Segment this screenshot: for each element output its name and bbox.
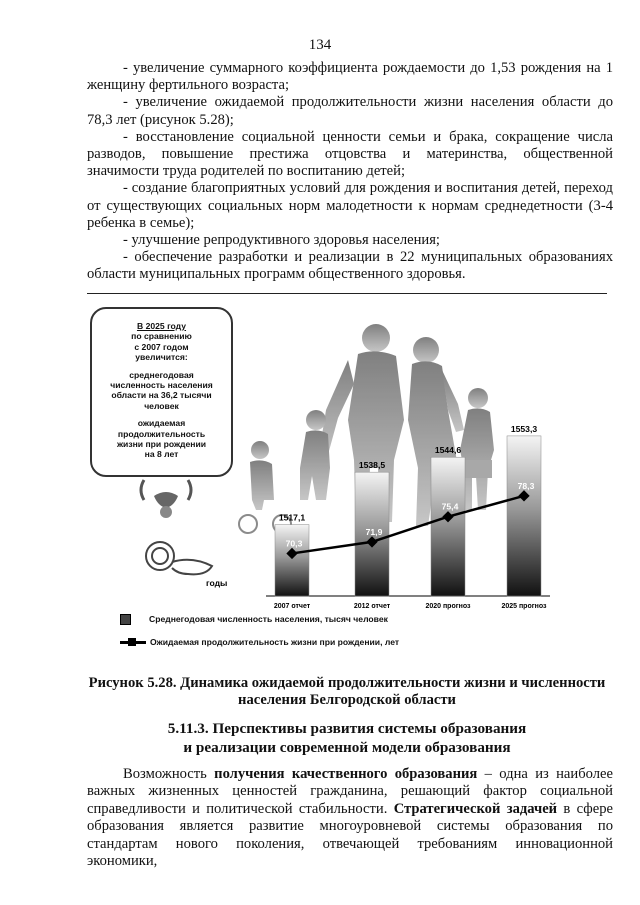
population-value-label: 1544,6	[434, 445, 462, 456]
x-tick-label: 2012 отчет	[353, 603, 391, 610]
life-expectancy-line-path	[292, 496, 524, 554]
education-paragraph	[87, 766, 613, 870]
page-number: 134	[308, 37, 332, 53]
life-expectancy-line	[286, 490, 529, 559]
life-expectancy-value-label: 78,3	[517, 480, 535, 491]
horizontal-rule	[87, 293, 607, 294]
paragraph: Возможность получения качественного образования – одна из наиболее важных жизненных ценностей гражданина, решающий фактор социальной справедливости и политической стабильности. Стратегической задачей в сфере образования является развитие многоуровневой системы образования по стандартам нового поколения, отвечающей требованиям инновационной экономики,	[87, 766, 614, 870]
population-value-label: 1538,5	[358, 460, 386, 471]
list-item: - создание благоприятных условий для рождения и воспитания детей, переход от существующих социальных норм малодетности к нормам среднедетности (3-4 ребенка в семье);	[87, 180, 613, 231]
x-tick-label: 2020 прогноз	[425, 603, 471, 610]
population-value-label: 1553,3	[510, 423, 538, 434]
legend-item-population	[120, 612, 399, 626]
bar-swatch-icon	[120, 614, 131, 625]
callout-text: среднегодовая	[129, 369, 194, 380]
coat-of-arms-emblem	[141, 480, 191, 518]
goals-list	[87, 60, 613, 284]
population-value-label: 1517,1	[278, 512, 306, 523]
callout-text: жизни при рождении	[116, 439, 207, 450]
callout-box	[90, 307, 233, 477]
chart-legend	[120, 612, 399, 658]
callout-text: человек	[144, 400, 179, 411]
callout-text: на 8 лет	[144, 449, 179, 460]
bold-phrase: получения качественного образования	[214, 766, 478, 782]
legend-label: Среднегодовая численность населения, тысяч человек	[149, 614, 388, 624]
lion-emblem	[146, 542, 212, 574]
caption-line: населения Белгородской области	[238, 692, 456, 708]
life-expectancy-value-label: 75,4	[441, 501, 459, 512]
figure-caption	[87, 675, 607, 709]
list-item: - улучшение репродуктивного здоровья населения;	[123, 232, 440, 249]
x-axis-label: годы	[206, 578, 228, 588]
callout-text: продолжительность	[117, 428, 206, 439]
callout-text: численность населения	[110, 380, 213, 391]
section-heading-line: и реализации современной модели образования	[183, 738, 511, 756]
list-item: - обеспечение разработки и реализации в 22 муниципальных образованиях области муниципальных программ общественного здоровья.	[87, 249, 613, 283]
callout-text: ожидаемая	[137, 418, 186, 429]
callout-text: области на 36,2 тысячи	[111, 390, 212, 401]
list-item: - восстановление социальной ценности семьи и брака, сокращение числа разводов, повышение престижа отцовства и материнства, общественной значимости труда родителей по воспитанию детей;	[87, 128, 613, 180]
life-expectancy-value-label: 70,3	[285, 538, 303, 549]
callout-text: по сравнению	[131, 331, 192, 342]
legend-label: Ожидаемая продолжительность жизни при рождении, лет	[150, 637, 400, 647]
callout-text: увеличится:	[135, 352, 188, 363]
line-swatch-icon	[120, 638, 146, 647]
caption-line: Рисунок 5.28. Динамика ожидаемой продолжительности жизни и численности	[88, 675, 606, 691]
population-bar	[507, 436, 541, 596]
section-heading-line: 5.11.3. Перспективы развития системы образования	[167, 720, 527, 737]
life-expectancy-value-label: 71,9	[365, 526, 383, 537]
legend-item-life-expectancy	[120, 635, 399, 649]
section-heading	[87, 720, 607, 757]
list-item: - увеличение суммарного коэффициента рождаемости до 1,53 рождения на 1 женщину фертильного возраста;	[87, 60, 613, 94]
callout-text: с 2007 годом	[134, 341, 189, 352]
bold-phrase: Стратегической задачей	[393, 800, 558, 817]
population-bar	[275, 525, 309, 596]
list-item: - увеличение ожидаемой продолжительности жизни населения области до 78,3 лет (рисунок 5.28);	[87, 94, 613, 128]
x-tick-label: 2025 прогноз	[501, 603, 547, 610]
population-bar	[431, 457, 465, 596]
callout-heading: В 2025 году	[136, 321, 187, 331]
x-tick-label: 2007 отчет	[273, 603, 311, 610]
